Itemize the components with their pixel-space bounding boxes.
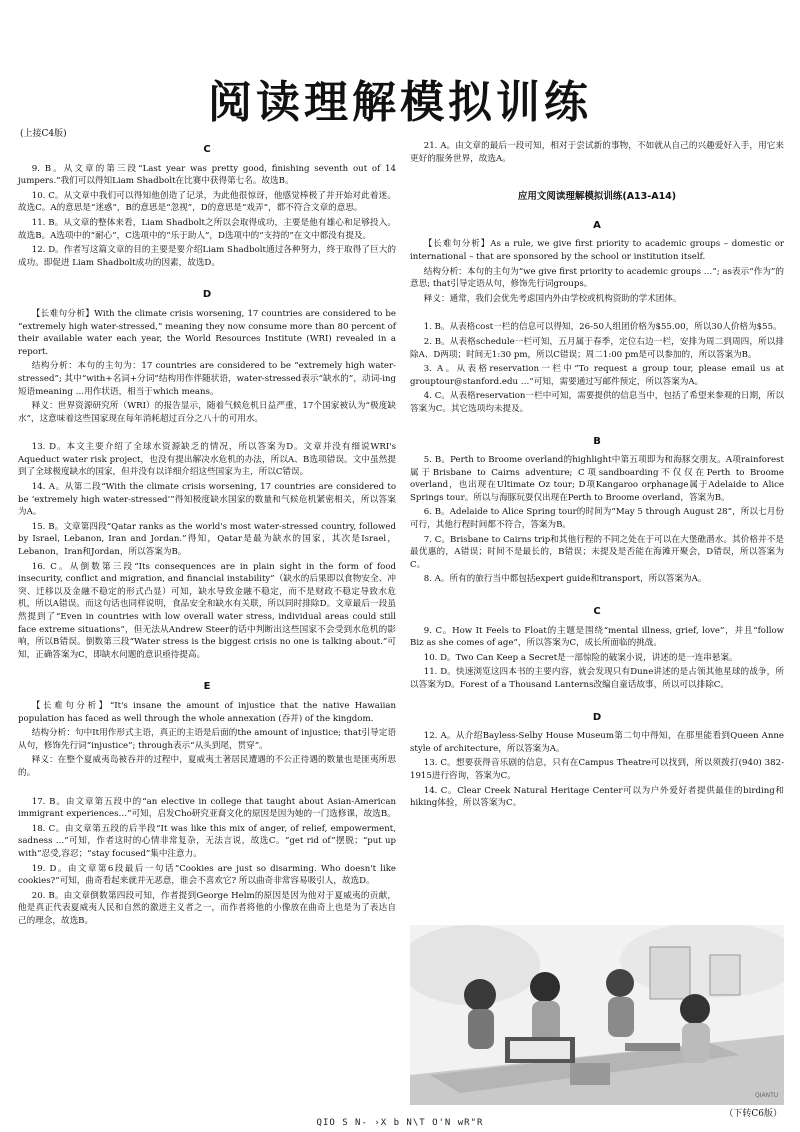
answer-d14-right: 14. C。Clear Creek Natural Heritage Center可以为户外爱好者提供最佳的birding和hiking体验，所以答案为C。: [410, 785, 784, 809]
answer-e17: 17. B。由文章第五段中的“an elective in college that taught about Asian-American immigrant experiences…”可知，启发Cho研究亚裔文化的原因是因为她的一门选修课，故选B。: [18, 796, 396, 820]
page-title: 阅读理解模拟训练: [208, 77, 592, 128]
right-column: [410, 140, 784, 812]
answer-c10: 10. C。从文章中我们可以得知他创造了记录，为此他很惊讶，他感觉棒极了并开始对此着迷。故选C。A的意思是“迷惑”，B的意思是“忽视”，D的意思是“戏弄”，都不符合文章的意思。: [18, 190, 396, 214]
section-heading-c: C: [203, 144, 211, 155]
structure-analysis-e: 结构分析：句中It用作形式主语，真正的主语是后面的the amount of injustice; that引导定语从句，修饰先行词“injustice”; through表示“从头到尾，贯穿”。: [18, 728, 396, 751]
classroom-illustration: [410, 925, 784, 1105]
answer-b5: 5. B。Perth to Broome overland的highlight中第五项即为和海豚交朋友。A项rainforest属于Brisbane to Cairns adventure; C项sandboarding不仅仅在Perth to Broome overland，也出现在Ultimate Oz tour; D项Kangaroo orphanage属于Adelaide to Alice Springs tour。所以与海豚玩耍仅出现在Perth to Broome overland，答案为B。: [410, 455, 784, 503]
answer-c11-right: 11. D。快速浏览这四本书的主要内容，就会发现只有Dune讲述的是占领其他星球的战争，所以答案为D。Forest of a Thousand Lanterns改编自童话故事，所以可以排除C。: [410, 667, 784, 690]
answer-c10-right: 10. D。Two Can Keep a Secret是一部惊险的破案小说，讲述的是一连串悬案。: [423, 652, 738, 663]
left-column: [18, 140, 396, 929]
section-heading-b: B: [593, 435, 601, 447]
answer-e20: 20. B。由文章倒数第四段可知，作者提到George Helm的原因是因为他对于夏威夷的贡献，他是真正代表夏威夷人民和自然的激进主义者之一，而作者将他的小像放在曲奇上也是为了表达自己的理念，故选B。: [18, 890, 396, 926]
translation-d: 释义：世界资源研究所（WRI）的报告显示，随着气候危机日益严重，17个国家被认为“极度缺水”，这意味着这些国家现在每年消耗超过百分之八十的可用水。: [18, 401, 396, 424]
answer-d13: 13. D。本文主要介绍了全球水资源缺乏的情况，所以答案为D。文章并没有细说WRI's Aqueduct water risk project，也没有提出解决水危机的办法，所以A、B选项错误。文中虽然提到了全球极度缺水的国家，但并没有以详细介绍这些国家为主，所以C错误。: [18, 442, 396, 478]
answer-a3: 3. A。从表格reservation一栏中“To request a group tour, please email us at grouptour@stanford.edu …”可知，需要通过写邮件预定，所以答案为A。: [410, 364, 784, 387]
continue-note: （下转C6版）: [724, 1109, 782, 1119]
edition-note: (上接C4版): [20, 129, 67, 139]
answer-d12-right: 12. A。从介绍Bayless-Selby House Museum第二句中得知，在那里能看到Queen Anne style of architecture，所以答案为A。: [410, 731, 784, 754]
answer-a4: 4. C。从表格reservation一栏中可知，需要提供的信息当中，包括了希望来参观的日期，所以答案为C。其它选项均未提及。: [410, 391, 784, 414]
answer-d15: 15. B。文章第四段“Qatar ranks as the world's most water-stressed country, followed by Israel, Lebanon, Iran and Jordan.”得知，Qatar是最为缺水的国家，其次是Israel，Lebanon，Iran和Jordan，所以答案为B。: [18, 521, 396, 558]
translation-e: 释义：在整个夏威夷岛被吞并的过程中，夏威夷土著居民遭遇的不公正待遇的数量也是匪夷所思的。: [18, 755, 396, 778]
answer-e19: 19. D。由文章第6段最后一句话“Cookies are just so disarming. Who doesn't like cookies?”可知，曲奇看起来就并无恶意，谁会不喜欢它? 所以曲奇非常容易吸引人，故选D。: [18, 863, 396, 887]
section-title: 应用文阅读理解模拟训练(A13-A14): [517, 191, 677, 203]
page-footer: QIO S N- ›X b N\T O'N wR"R: [316, 1118, 484, 1128]
structure-analysis-d: 结构分析：本句的主句为：17 countries are considered to be “extremely high water-stressed”; 其中“with+名词+分词”结构用作伴随状语，water-stressed表示“缺水的”，动词-ing短语meaning …用作状语，相当于which means。: [18, 361, 396, 397]
answer-d13-right: 13. C。想要获得音乐剧的信息，只有在Campus Theatre可以找到，所以须拨打(940) 382-1915进行咨询，答案为C。: [410, 758, 784, 781]
section-heading-a: A: [593, 219, 601, 231]
answer-c11: 11. B。从文章的整体来看，Liam Shadbolt之所以会取得成功，主要是他有雄心和足够投入。故选B。A选项中的“耐心”，C选项中的“乐于助人”，D选项中的“支持的”在文中都没有提及。: [18, 217, 396, 241]
answer-b8: 8. A。所有的旅行当中都包括expert guide和transport，所以答案为A。: [423, 574, 707, 585]
answer-d14: 14. A。从第二段“With the climate crisis worsening, 17 countries are considered to be ‘extremely high water-stressed’”得知极度缺水国家的数量和气候危机紧密相关，所以答案为A。: [18, 482, 396, 518]
children-classroom-image: [410, 925, 784, 1105]
section-heading-d2: D: [592, 711, 602, 723]
sentence-analysis-e: 【长难句分析】“It's insane the amount of injustice that the native Hawaiian population has faced as well through the whole annexation (吞并) of the kingdom.: [18, 700, 396, 724]
answer-b6: 6. B。Adelaide to Alice Spring tour的时间为“May 5 through August 28”，所以七月份可行，其他行程时间都不符合，答案为B。: [410, 507, 784, 531]
section-heading-c2: C: [593, 606, 601, 618]
answer-c9: 9. B。从文章的第三段“Last year was pretty good, finishing seventh out of 14 jumpers.”我们可以得知Liam Shadbolt在比赛中获得第七名。故选B。: [18, 163, 396, 187]
section-heading-e: E: [203, 681, 211, 693]
answer-a1: 1. B。从表格cost一栏的信息可以得知，26-50人组团价格为$55.00，所以30人价格为$55。: [423, 322, 782, 333]
section-heading-d: D: [202, 289, 212, 301]
illustration-credit: QIANTU: [755, 1092, 779, 1099]
answer-c9-right: 9. C。How It Feels to Float的主题是围绕“mental illness, grief, love”，并且“follow Biz as she comes of age”，所以答案为C，成长所面临的挑战。: [410, 625, 784, 649]
answer-e18: 18. C。由文章第五段的后半段“It was like this mix of anger, of relief, empowerment, sadness …”可知，作者这时的心情非常复杂，无法言说，故选C。“get rid of”摆脱；“put up with”忍受,容忍；“stay focused”集中注意力。: [18, 823, 396, 859]
answer-e21: 21. A。由文章的最后一段可知，相对于尝试新的事物，不如就从自己的兴趣爱好入手，用它来更好的服务世界，故选A。: [410, 141, 784, 164]
translation-a: 释义：通常，我们会优先考虑国内外由学校或机构资助的学术团体。: [423, 293, 682, 304]
sentence-analysis-a: 【长难句分析】As a rule, we give first priority to academic groups – domestic or international – that are sponsored by the school or institution itself.: [410, 239, 784, 262]
answer-b7: 7. C。Brisbane to Cairns trip和其他行程的不同之处在于可以在大堡礁潜水。其价格并不是最优惠的，A错误；时间不是最长的，B错误；未提及是否能在海滩开聚会，D错误，所以答案为C。: [410, 534, 784, 570]
structure-analysis-a: 结构分析：本句的主句为“we give first priority to academic groups …”; as表示“作为”的意思; that引导定语从句，修饰先行词groups。: [410, 266, 784, 290]
sentence-analysis-d: 【长难句分析】With the climate crisis worsening, 17 countries are considered to be “extremely high water-stressed,” meaning they now consume more than 80 percent of their available water each year, the World Resources Institute (WRI) revealed in a report.: [18, 308, 396, 357]
answer-d16: 16. C。从倒数第三段“Its consequences are in plain sight in the form of food insecurity, conflict and migration, and financial instability”（缺水的后果即以食物安全、冲突、迁移以及金融不稳定的形式凸显）可知，缺水导致金融不稳定，而不是财政不稳定导致水危机，所以A错误。而这句话也同样说明，食品安全和缺水有关联，所以同时排除D。文章最后一段虽然提到了“Even in countries with low overall water stress, individual areas could still face extreme situations”，但无法从Andrew Steer的话中判断出这些国家不会受到水危机的影响，所以B错误。倒数第三段“Water stress is the biggest crisis no one is talking about.”可知，正确答案为C，即缺水问题的意识亟待提高。: [18, 561, 396, 660]
answer-a2: 2. B。从表格schedule一栏可知，五月属于春季，定位右边一栏，安排为周二到周四，所以排除A、D两项；时间无1:30 pm，所以C错误；周二1:00 pm是可以参加的，所以答案为B。: [410, 336, 784, 360]
answer-c12: 12. D。作者写这篇文章的目的主要是要介绍Liam Shadbolt通过各种努力，终于取得了巨大的成功。即促进 Liam Shadbolt成功的因素，故选D。: [18, 245, 396, 268]
